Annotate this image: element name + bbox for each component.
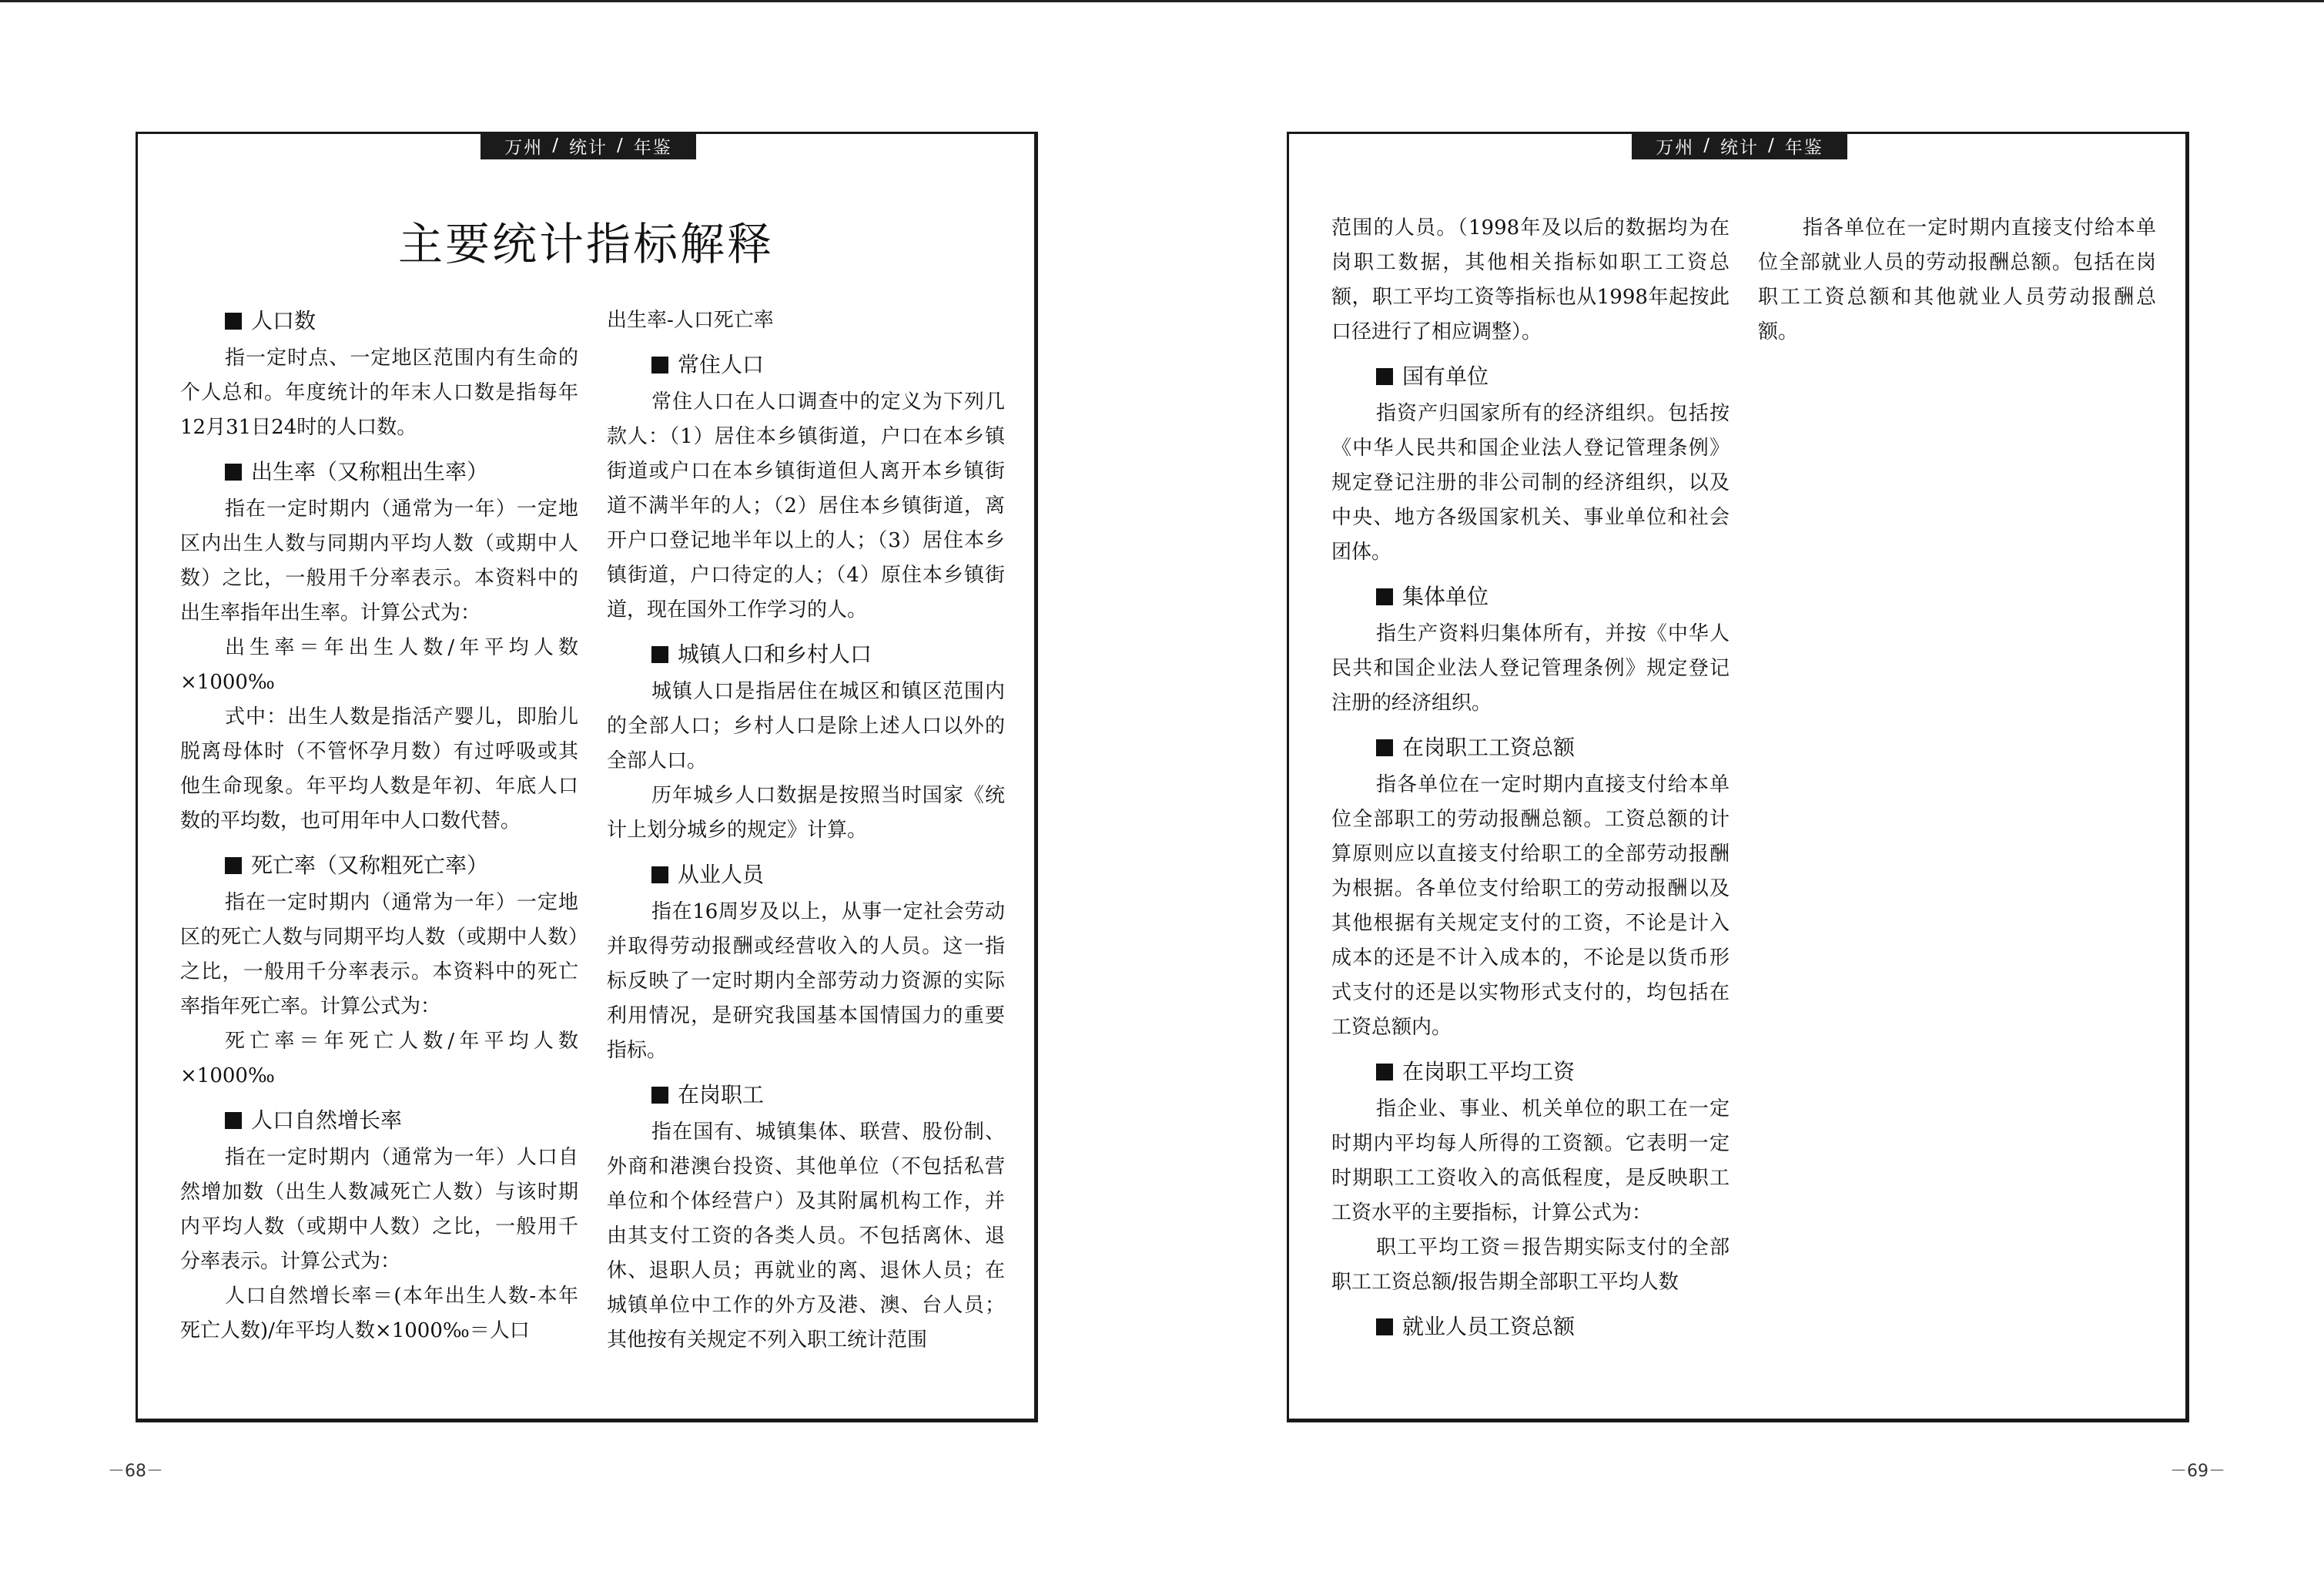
section-heading-text: 在岗职工平均工资 <box>1402 1059 1576 1084</box>
paragraph: 指各单位在一定时期内直接支付给本单位全部就业人员的劳动报酬总额。包括在岗职工工资总额和其他就业人员劳动报酬总额。 <box>1758 216 2156 343</box>
section-heading <box>607 637 1005 672</box>
square-bullet-icon <box>651 866 668 883</box>
square-bullet-icon <box>1376 588 1393 605</box>
section-heading <box>607 857 1005 892</box>
paragraph: 常住人口在人口调查中的定义为下列几款人：（1）居住本乡镇街道，户口在本乡镇街道或户口在本乡镇街道但人离开本乡镇街道不满半年的人；（2）居住本乡镇街道，离开户口登记地半年以上的人；（3）居住本乡镇街道，户口待定的人；（4）原住本乡镇街道，现在国外工作学习的人。 <box>607 390 1005 621</box>
left-column-2 <box>607 303 1005 1358</box>
section-heading-text: 死亡率（又称粗死亡率） <box>251 853 489 878</box>
page-number-right: －69－ <box>2170 1462 2225 1481</box>
square-bullet-icon <box>651 1087 668 1104</box>
square-bullet-icon <box>1376 1064 1393 1080</box>
paragraph: 指各单位在一定时期内直接支付给本单位全部职工的劳动报酬总额。工资总额的计算原则应以直接支付给职工的全部劳动报酬为根据。各单位支付给职工的劳动报酬以及其他根据有关规定支付的工资，不论是计入成本的还是不计入成本的，不论是以货币形式支付的还是以实物形式支付的，均包括在工资总额内。 <box>1331 773 1730 1039</box>
square-bullet-icon <box>225 857 242 874</box>
section-heading <box>1331 1309 1730 1344</box>
paragraph: 出生率＝年出生人数/年平均人数×1000‰ <box>180 636 578 694</box>
running-header: 万州 / 统计 / 年鉴 <box>481 132 696 159</box>
paragraph: 指在国有、城镇集体、联营、股份制、外商和港澳台投资、其他单位（不包括私营单位和个体经营户）及其附属机构工作，并由其支付工资的各类人员。不包括离休、退休、退职人员；再就业的离、退休人员；在城镇单位中工作的外方及港、澳、台人员；其他按有关规定不列入职工统计范围 <box>607 1121 1005 1352</box>
section-heading-text: 从业人员 <box>678 862 765 887</box>
square-bullet-icon <box>225 1112 242 1129</box>
right-column-2 <box>1758 211 2156 350</box>
paragraph: 式中：出生人数是指活产婴儿，即胎儿脱离母体时（不管怀孕月数）有过呼吸或其他生命现象。年平均人数是年初、年底人口数的平均数，也可用年中人口数代替。 <box>180 705 578 833</box>
section-heading-text: 在岗职工工资总额 <box>1402 735 1576 760</box>
continued-paragraph: 范围的人员。（1998年及以后的数据均为在岗职工数据，其他相关指标如职工工资总额，职工平均工资等指标也从1998年起按此口径进行了相应调整）。 <box>1331 216 1730 343</box>
paragraph: 指在一定时期内（通常为一年）一定地区内出生人数与同期内平均人数（或期中人数）之比，一般用千分率表示。本资料中的出生率指年出生率。计算公式为： <box>180 498 578 625</box>
paragraph: 指在一定时期内（通常为一年）人口自然增加数（出生人数减死亡人数）与该时期内平均人数（或期中人数）之比，一般用千分率表示。计算公式为： <box>180 1146 578 1273</box>
square-bullet-icon <box>651 646 668 663</box>
section-heading-text: 就业人员工资总额 <box>1402 1314 1576 1339</box>
square-bullet-icon <box>1376 739 1393 756</box>
page-title: 主要统计指标解释 <box>397 218 774 270</box>
top-rule <box>0 0 2324 2</box>
section-heading <box>607 1077 1005 1112</box>
section-heading-text: 集体单位 <box>1402 584 1489 609</box>
paragraph: 死亡率＝年死亡人数/年平均人数×1000‰ <box>180 1030 578 1087</box>
paragraph: 城镇人口是指居住在城区和镇区范围内的全部人口；乡村人口是除上述人口以外的全部人口。 <box>607 680 1005 772</box>
square-bullet-icon <box>1376 368 1393 385</box>
paragraph: 指生产资料归集体所有，并按《中华人民共和国企业法人登记管理条例》规定登记注册的经济组织。 <box>1331 622 1730 715</box>
paragraph: 历年城乡人口数据是按照当时国家《统计上划分城乡的规定》计算。 <box>607 784 1005 842</box>
section-heading <box>607 347 1005 382</box>
square-bullet-icon <box>225 464 242 481</box>
square-bullet-icon <box>225 313 242 330</box>
paragraph: 指在16周岁及以上，从事一定社会劳动并取得劳动报酬或经营收入的人员。这一指标反映了一定时期内全部劳动力资源的实际利用情况，是研究我国基本国情国力的重要指标。 <box>607 900 1005 1062</box>
square-bullet-icon <box>1376 1318 1393 1335</box>
paragraph: 指一定时点、一定地区范围内有生命的个人总和。年度统计的年末人口数是指每年12月31日24时的人口数。 <box>180 347 578 439</box>
paragraph: 人口自然增长率＝(本年出生人数-本年死亡人数)/年平均人数×1000‰＝人口 <box>180 1285 578 1342</box>
section-heading <box>180 1103 578 1137</box>
section-heading-text: 人口数 <box>251 308 316 333</box>
left-page <box>136 132 1038 1422</box>
section-heading <box>180 303 578 338</box>
paragraph: 指资产归国家所有的经济组织。包括按《中华人民共和国企业法人登记管理条例》规定登记注册的非公司制的经济组织，以及中央、地方各级国家机关、事业单位和社会团体。 <box>1331 402 1730 564</box>
section-heading-text: 常住人口 <box>678 352 765 377</box>
section-heading <box>180 848 578 883</box>
section-heading <box>1331 359 1730 394</box>
paragraph: 职工平均工资＝报告期实际支付的全部职工工资总额/报告期全部职工平均人数 <box>1331 1236 1730 1294</box>
section-heading-text: 在岗职工 <box>678 1082 765 1107</box>
square-bullet-icon <box>651 357 668 374</box>
section-heading-text: 人口自然增长率 <box>251 1107 403 1133</box>
section-heading <box>1331 730 1730 765</box>
section-heading-text: 城镇人口和乡村人口 <box>678 642 872 667</box>
right-page <box>1287 132 2189 1422</box>
section-heading-text: 出生率（又称粗出生率） <box>251 459 489 484</box>
paragraph: 指在一定时期内（通常为一年）一定地区的死亡人数与同期平均人数（或期中人数）之比，一般用千分率表示。本资料中的死亡率指年死亡率。计算公式为： <box>180 891 578 1018</box>
continued-paragraph: 出生率-人口死亡率 <box>607 309 774 332</box>
paragraph: 指企业、事业、机关单位的职工在一定时期内平均每人所得的工资额。它表明一定时期职工工资收入的高低程度，是反映职工工资水平的主要指标，计算公式为： <box>1331 1097 1730 1225</box>
left-column-1 <box>180 303 578 1348</box>
section-heading <box>1331 1054 1730 1089</box>
page-number-left: －68－ <box>108 1462 163 1481</box>
section-heading-text: 国有单位 <box>1402 363 1489 389</box>
running-header: 万州 / 统计 / 年鉴 <box>1632 132 1847 159</box>
right-column-1 <box>1331 211 1730 1347</box>
section-heading <box>180 454 578 489</box>
section-heading <box>1331 579 1730 614</box>
